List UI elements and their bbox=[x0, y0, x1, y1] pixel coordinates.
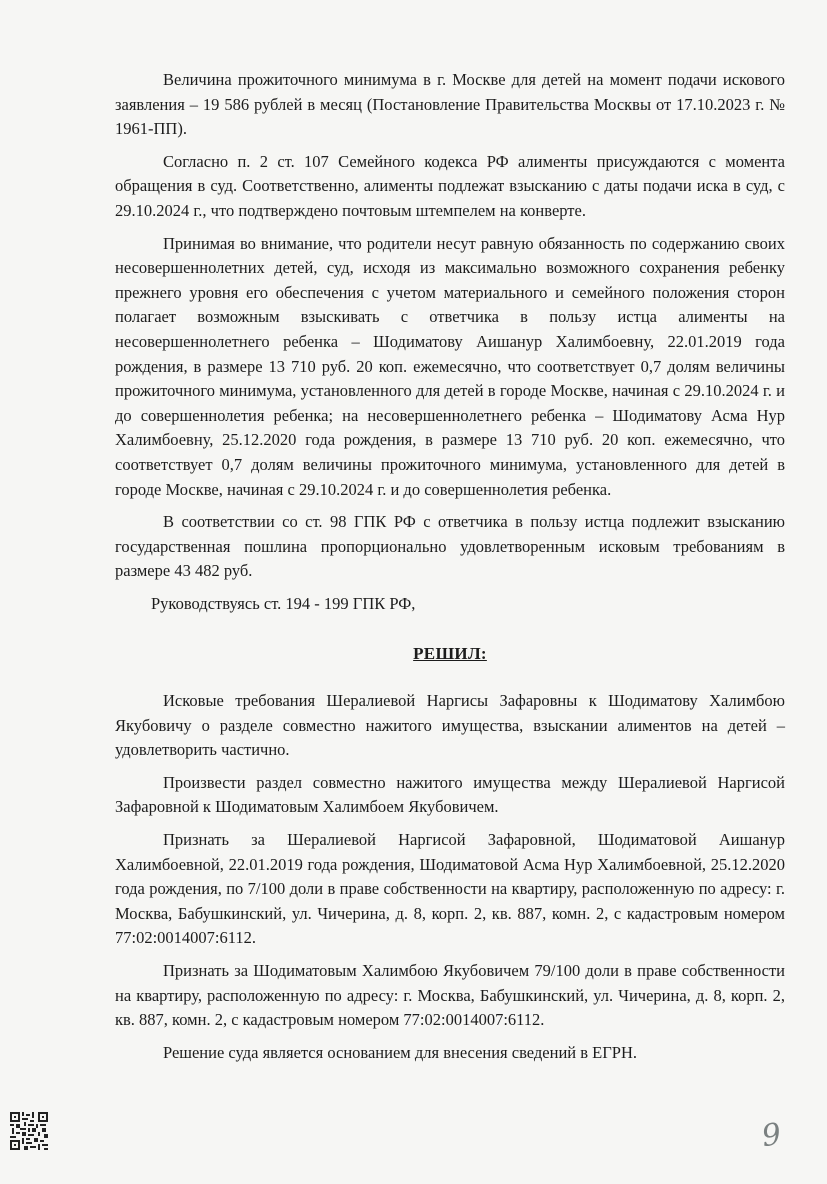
paragraph-legal-basis: Руководствуясь ст. 194 - 199 ГПК РФ, bbox=[151, 593, 416, 613]
page-number: 9 bbox=[759, 1116, 784, 1155]
paragraph-egrn-basis: Решение суда является основанием для внесения сведений в ЕГРН. bbox=[163, 1042, 637, 1062]
paragraph-share-father: Признать за Шодиматовым Халимбою Якубовичем 79/100 доли в праве собственности на квартиру, расположенную по адресу: г. Москва, Бабушкинский, ул. Чичерина, д. 8, корп. 2, кв. 887, комн. 2, с кадастровым номером 77:02:0014007:6112. bbox=[115, 961, 785, 1030]
qr-code-icon bbox=[10, 1112, 48, 1150]
document-body bbox=[115, 68, 785, 1073]
paragraph-state-fee: В соответствии со ст. 98 ГПК РФ с ответчика в пользу истца подлежит взысканию государственная пошлина пропорционально удовлетворенным исковым требованиям в размере 43 482 руб. bbox=[115, 512, 785, 581]
paragraph-share-mother-children: Признать за Шералиевой Наргисой Зафаровной, Шодиматовой Аишанур Халимбоевной, 22.01.2019 года рождения, Шодиматовой Асма Нур Халимбоевной, 25.12.2020 года рождения, по 7/100 доли в праве собственности на квартиру, расположенную по адресу: г. Москва, Бабушкинский, ул. Чичерина, д. 8, корп. 2, кв. 887, комн. 2, с кадастровым номером 77:02:0014007:6112. bbox=[115, 830, 785, 948]
paragraph-alimony-amount: Принимая во внимание, что родители несут равную обязанность по содержанию своих несовершеннолетних детей, суд, исходя из максимально возможного сохранения ребенку прежнего уровня его обеспечения с учетом материального и семейного положения сторон полагает возможным взыскивать с ответчика в пользу истца алименты на несовершеннолетнего ребенка – Шодиматову Аишанур Халимбоевну, 22.01.2019 года рождения, в размере 13 710 руб. 20 коп. ежемесячно, что соответствует 0,7 долям величины прожиточного минимума, установленного для детей в городе Москве, начиная с 29.10.2024 г. и до совершеннолетия ребенка; на несовершеннолетнего ребенка – Шодиматову Асма Нур Халимбоевну, 25.12.2020 года рождения, в размере 13 710 руб. 20 коп. ежемесячно, что соответствует 0,7 долям величины прожиточного минимума, установленного для детей в городе Москве, начиная с 29.10.2024 г. и до совершеннолетия ребенка. bbox=[115, 233, 785, 499]
paragraph-subsistence-minimum: Величина прожиточного минимума в г. Москве для детей на момент подачи искового заявления – 19 586 рублей в месяц (Постановление Правительства Москвы от 17.10.2023 г. № 1961-ПП). bbox=[115, 70, 785, 139]
paragraph-property-division: Произвести раздел совместно нажитого имущества между Шералиевой Наргисой Зафаровной к Шодиматовым Халимбоем Якубовичем. bbox=[115, 772, 785, 817]
paragraph-claims-satisfied: Исковые требования Шералиевой Наргисы Зафаровны к Шодиматову Халимбою Якубовичу о разделе совместно нажитого имущества, взыскании алиментов на детей – удовлетворить частично. bbox=[115, 691, 785, 760]
decision-heading: РЕШИЛ: bbox=[413, 644, 487, 664]
paragraph-alimony-start-date: Согласно п. 2 ст. 107 Семейного кодекса РФ алименты присуждаются с момента обращения в суд. Соответственно, алименты подлежат взысканию с даты подачи иска в суд, с 29.10.2024 г., что подтверждено почтовым штемпелем на конверте. bbox=[115, 151, 785, 220]
